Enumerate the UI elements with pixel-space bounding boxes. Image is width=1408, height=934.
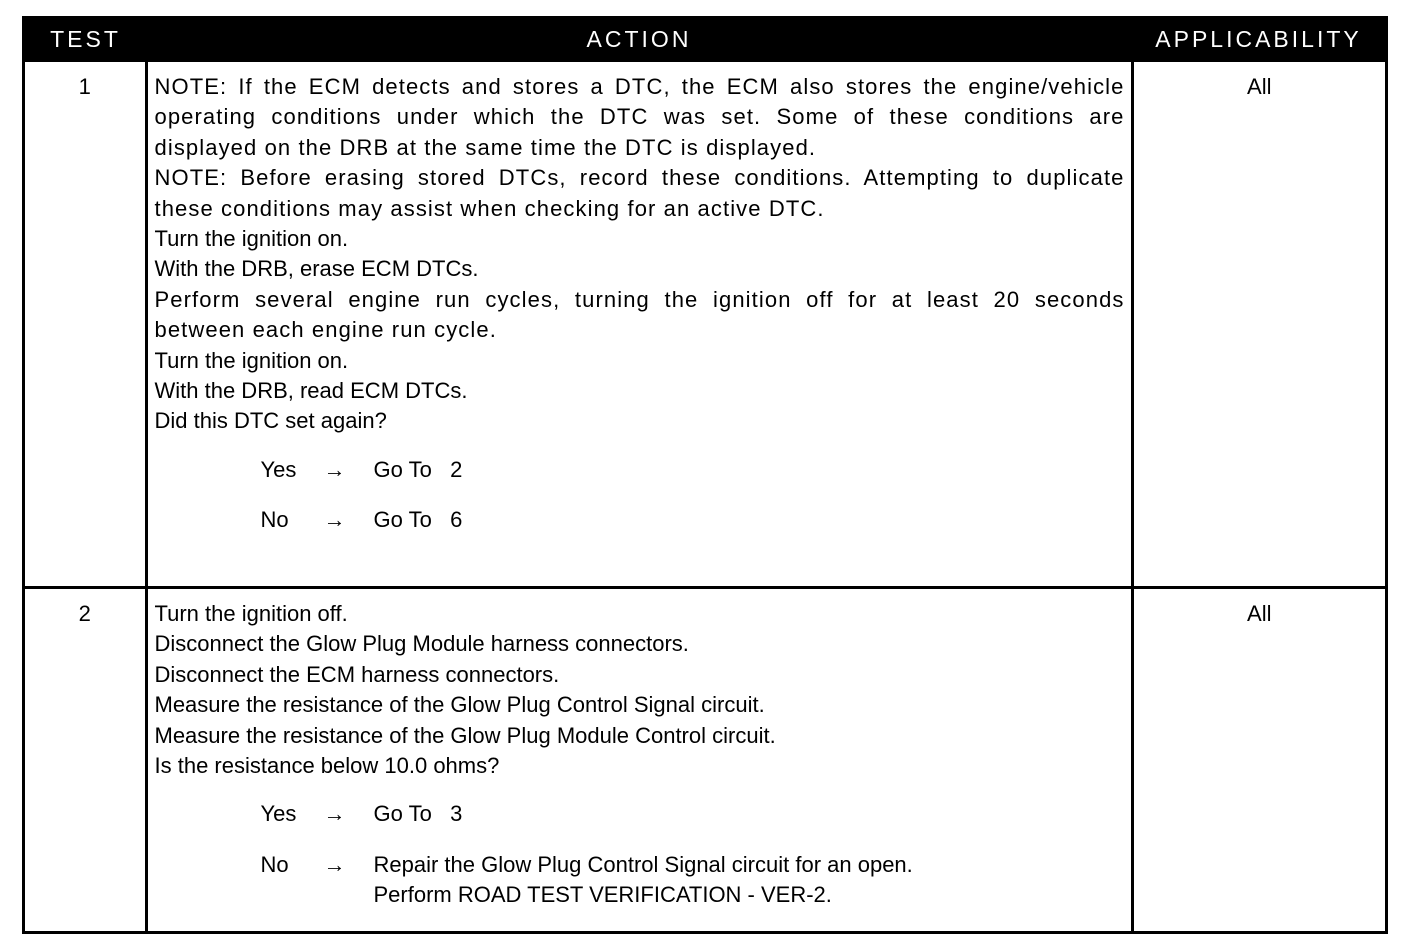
action-step: Measure the resistance of the Glow Plug Control Signal circuit.: [154, 692, 765, 718]
table-row: [25, 588, 1385, 932]
applicability-value: All: [1132, 61, 1385, 588]
outcome-result-line: Go To 2: [373, 456, 463, 482]
outcome-answer: Yes: [260, 801, 297, 827]
action-step: Perform several engine run cycles, turning the ignition off for at least 20 seconds between each engine run cycle.: [154, 286, 1125, 343]
arrow-icon: →: [323, 507, 346, 533]
outcome-no: [261, 850, 1125, 911]
outcome-list: [155, 799, 1125, 910]
test-table: [25, 19, 1385, 931]
test-number: 1: [25, 61, 146, 588]
table-header: [25, 19, 1385, 61]
outcome-answer: No: [260, 851, 289, 877]
outcome-list: [155, 455, 1125, 544]
test-number: 2: [25, 588, 146, 932]
outcome-answer: Yes: [260, 456, 297, 482]
header-applicability: APPLICABILITY: [1132, 19, 1385, 61]
applicability-value: All: [1132, 588, 1385, 932]
outcome-result: [374, 799, 1125, 829]
outcome-yes: [261, 799, 1125, 829]
action-cell: [146, 588, 1132, 932]
outcome-no: [261, 505, 1125, 535]
diagnostic-test-table: [22, 16, 1388, 934]
action-note: NOTE: Before erasing stored DTCs, record these conditions. Attempting to duplicate these conditions may assist when checking for an active DTC.: [154, 165, 1125, 221]
action-cell: [146, 61, 1132, 588]
outcome-result-line: Go To 3: [373, 801, 463, 827]
action-step: Disconnect the ECM harness connectors.: [154, 661, 560, 687]
action-question: Did this DTC set again?: [154, 408, 387, 434]
outcome-result-line: Repair the Glow Plug Control Signal circuit for an open.: [373, 851, 913, 877]
arrow-icon: →: [323, 801, 346, 827]
outcome-result: [374, 455, 1125, 485]
outcome-result: [374, 850, 1125, 911]
arrow-icon: →: [323, 851, 346, 877]
header-action: ACTION: [146, 19, 1132, 61]
action-step: With the DRB, read ECM DTCs.: [154, 378, 468, 404]
action-note: NOTE: If the ECM detects and stores a DTC, the ECM also stores the engine/vehicle operating conditions under which the DTC was set. Some of these conditions are displayed on the DRB at the same time the DTC is displayed.: [154, 74, 1125, 160]
outcome-answer: No: [260, 507, 289, 533]
outcome-result-line: Go To 6: [373, 507, 463, 533]
header-test: TEST: [25, 19, 146, 61]
outcome-result: [374, 505, 1125, 535]
table-row: [25, 61, 1385, 588]
action-step: Turn the ignition on.: [154, 347, 349, 373]
action-step: Measure the resistance of the Glow Plug Module Control circuit.: [154, 722, 776, 748]
outcome-yes: [261, 455, 1125, 485]
action-step: Disconnect the Glow Plug Module harness connectors.: [154, 631, 689, 657]
arrow-icon: →: [323, 456, 346, 482]
outcome-result-line: Perform ROAD TEST VERIFICATION - VER-2.: [373, 882, 832, 908]
action-step: Turn the ignition on.: [154, 226, 349, 252]
action-step: Turn the ignition off.: [154, 601, 348, 626]
action-question: Is the resistance below 10.0 ohms?: [154, 753, 500, 779]
action-step: With the DRB, erase ECM DTCs.: [154, 256, 479, 282]
